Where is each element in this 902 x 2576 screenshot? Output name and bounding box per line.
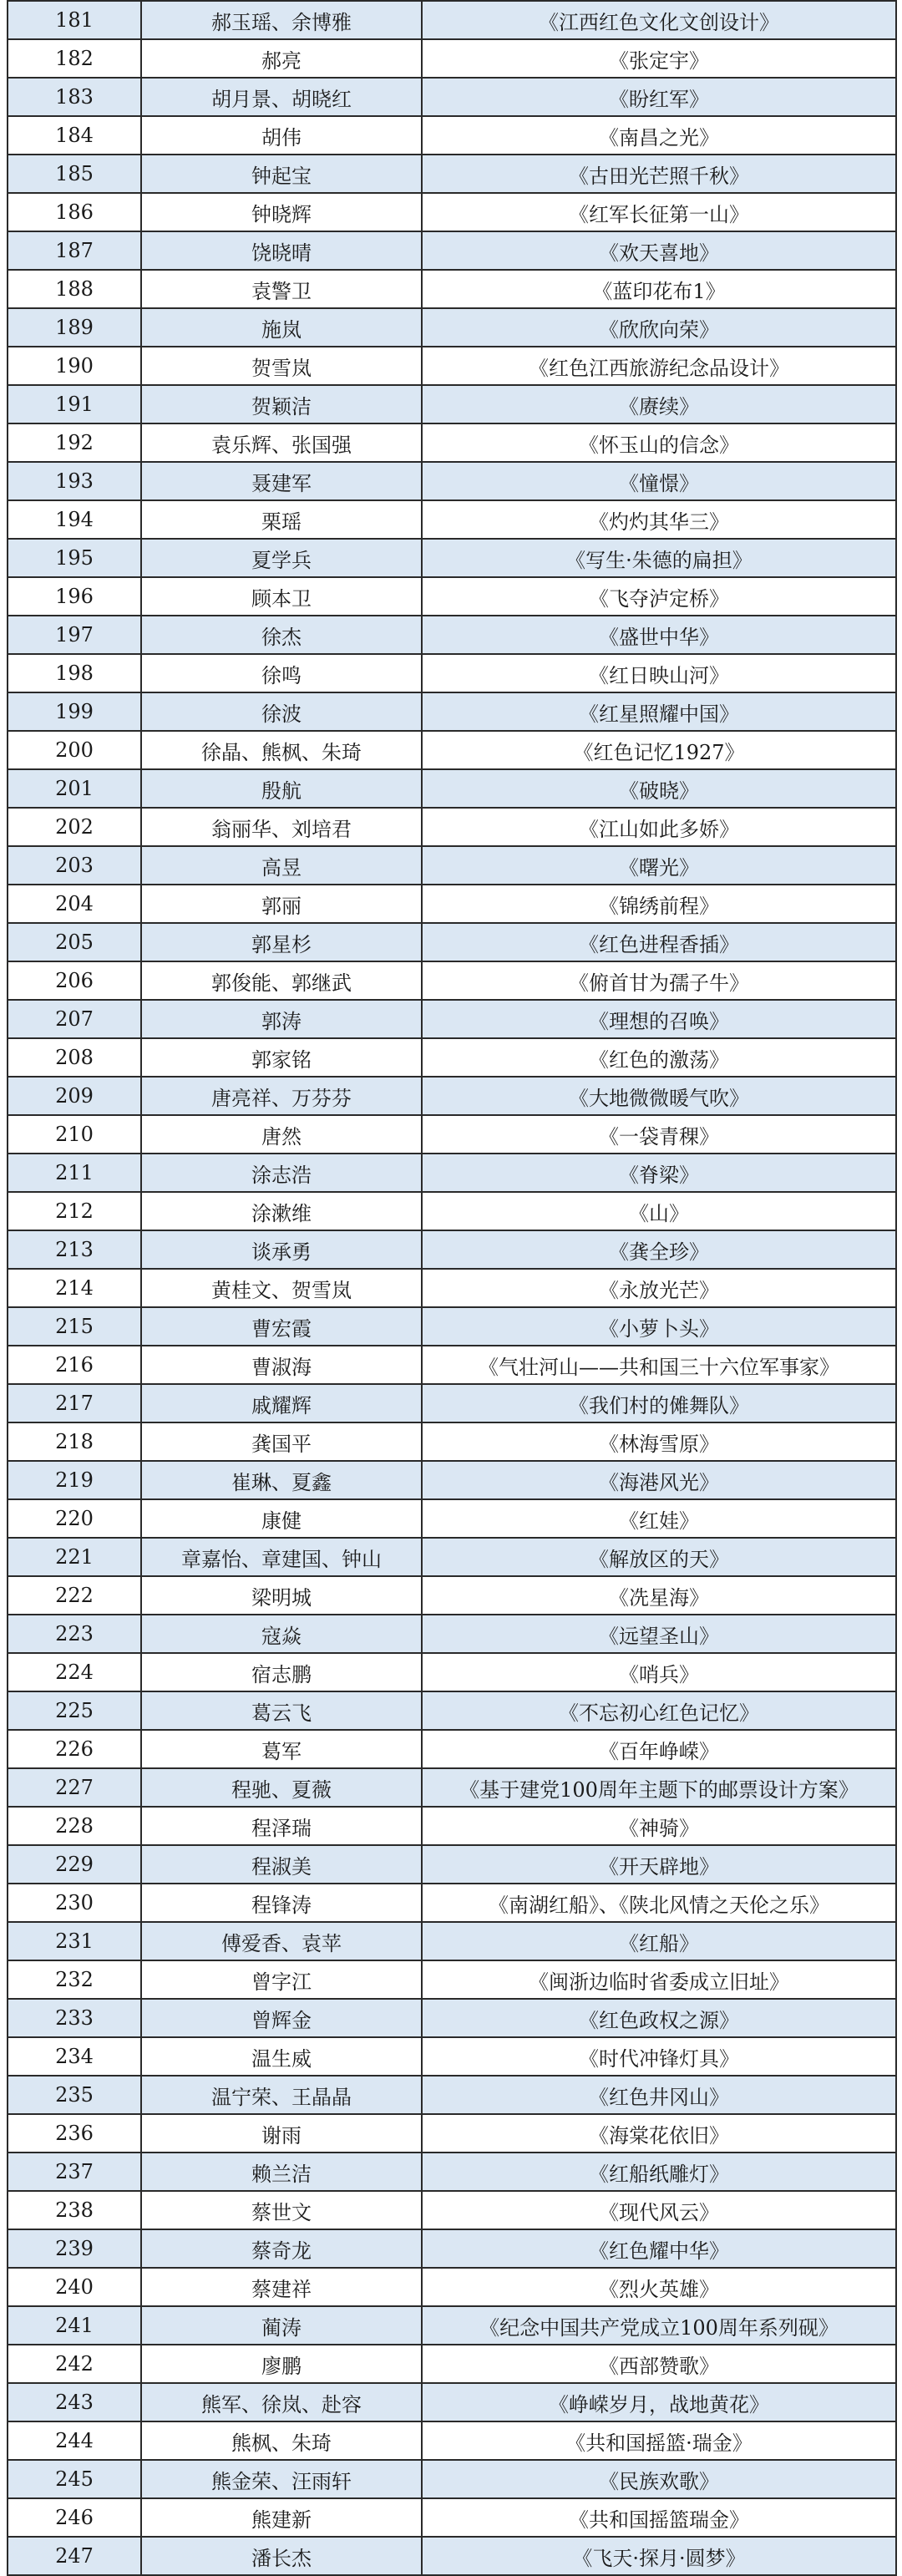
work-title-cell: 《红色进程香插》 — [422, 923, 896, 961]
work-title-cell: 《海港风光》 — [422, 1461, 896, 1499]
author-cell: 涂漱维 — [141, 1192, 422, 1230]
author-cell: 赖兰洁 — [141, 2153, 422, 2191]
author-cell: 顾本卫 — [141, 577, 422, 616]
author-cell: 熊建新 — [141, 2498, 422, 2537]
table-row — [8, 616, 896, 654]
table-row — [8, 923, 896, 961]
author-cell: 葛云飞 — [141, 1691, 422, 1730]
entries-table — [7, 0, 897, 2576]
row-number-cell: 221 — [8, 1538, 141, 1576]
author-cell: 贺颖洁 — [141, 385, 422, 423]
row-number-cell: 208 — [8, 1038, 141, 1077]
table-row — [8, 2114, 896, 2153]
work-title-cell: 《红色耀中华》 — [422, 2229, 896, 2268]
table-row — [8, 2153, 896, 2191]
author-cell: 郝玉瑶、余博雅 — [141, 1, 422, 39]
work-title-cell: 《一袋青稞》 — [422, 1115, 896, 1154]
table-row — [8, 2191, 896, 2229]
author-cell: 熊军、徐岚、赴容 — [141, 2383, 422, 2421]
table-row — [8, 1346, 896, 1384]
table-row — [8, 116, 896, 155]
row-number-cell: 192 — [8, 423, 141, 462]
row-number-cell: 245 — [8, 2460, 141, 2498]
work-title-cell: 《时代冲锋灯具》 — [422, 2037, 896, 2076]
row-number-cell: 187 — [8, 231, 141, 270]
work-title-cell: 《开天辟地》 — [422, 1845, 896, 1884]
table-row — [8, 961, 896, 1000]
table-row — [8, 1730, 896, 1768]
table-row — [8, 500, 896, 539]
row-number-cell: 184 — [8, 116, 141, 155]
row-number-cell: 243 — [8, 2383, 141, 2421]
work-title-cell: 《神骑》 — [422, 1807, 896, 1845]
row-number-cell: 237 — [8, 2153, 141, 2191]
row-number-cell: 219 — [8, 1461, 141, 1499]
author-cell: 曹宏霞 — [141, 1307, 422, 1346]
work-title-cell: 《林海雪原》 — [422, 1422, 896, 1461]
work-title-cell: 《闽浙边临时省委成立旧址》 — [422, 1960, 896, 1999]
work-title-cell: 《灼灼其华三》 — [422, 500, 896, 539]
table-row — [8, 731, 896, 769]
row-number-cell: 199 — [8, 692, 141, 731]
work-title-cell: 《蓝印花布1》 — [422, 270, 896, 308]
row-number-cell: 239 — [8, 2229, 141, 2268]
row-number-cell: 238 — [8, 2191, 141, 2229]
table-row — [8, 1499, 896, 1538]
author-cell: 徐波 — [141, 692, 422, 731]
row-number-cell: 214 — [8, 1269, 141, 1307]
row-number-cell: 212 — [8, 1192, 141, 1230]
author-cell: 谢雨 — [141, 2114, 422, 2153]
row-number-cell: 223 — [8, 1615, 141, 1653]
work-title-cell: 《西部赞歌》 — [422, 2345, 896, 2383]
table-row — [8, 78, 896, 116]
author-cell: 廖鹏 — [141, 2345, 422, 2383]
work-title-cell: 《红日映山河》 — [422, 654, 896, 692]
author-cell: 翁丽华、刘培君 — [141, 808, 422, 846]
work-title-cell: 《山》 — [422, 1192, 896, 1230]
author-cell: 钟晓辉 — [141, 193, 422, 231]
row-number-cell: 197 — [8, 616, 141, 654]
table-row — [8, 808, 896, 846]
row-number-cell: 191 — [8, 385, 141, 423]
table-row — [8, 347, 896, 385]
work-title-cell: 《红色井冈山》 — [422, 2076, 896, 2114]
row-number-cell: 230 — [8, 1884, 141, 1922]
author-cell: 胡月景、胡晓红 — [141, 78, 422, 116]
table-row — [8, 1999, 896, 2037]
row-number-cell: 232 — [8, 1960, 141, 1999]
work-title-cell: 《张定宇》 — [422, 39, 896, 78]
author-cell: 宿志鹏 — [141, 1653, 422, 1691]
author-cell: 程泽瑞 — [141, 1807, 422, 1845]
work-title-cell: 《小萝卜头》 — [422, 1307, 896, 1346]
table-row — [8, 231, 896, 270]
work-title-cell: 《基于建党100周年主题下的邮票设计方案》 — [422, 1768, 896, 1807]
table-row — [8, 539, 896, 577]
work-title-cell: 《盼红军》 — [422, 78, 896, 116]
row-number-cell: 216 — [8, 1346, 141, 1384]
author-cell: 程锋涛 — [141, 1884, 422, 1922]
author-cell: 蔺涛 — [141, 2306, 422, 2345]
row-number-cell: 217 — [8, 1384, 141, 1422]
table-row — [8, 577, 896, 616]
row-number-cell: 206 — [8, 961, 141, 1000]
table-row — [8, 1, 896, 39]
table-row — [8, 270, 896, 308]
work-title-cell: 《红船纸雕灯》 — [422, 2153, 896, 2191]
author-cell: 寇焱 — [141, 1615, 422, 1653]
table-row — [8, 1038, 896, 1077]
author-cell: 曾字江 — [141, 1960, 422, 1999]
entries-table-body — [8, 1, 896, 2575]
row-number-cell: 227 — [8, 1768, 141, 1807]
table-row — [8, 654, 896, 692]
work-title-cell: 《红军长征第一山》 — [422, 193, 896, 231]
author-cell: 章嘉怡、章建国、钟山 — [141, 1538, 422, 1576]
row-number-cell: 202 — [8, 808, 141, 846]
row-number-cell: 233 — [8, 1999, 141, 2037]
work-title-cell: 《理想的召唤》 — [422, 1000, 896, 1038]
author-cell: 熊金荣、汪雨轩 — [141, 2460, 422, 2498]
work-title-cell: 《气壮河山——共和国三十六位军事家》 — [422, 1346, 896, 1384]
row-number-cell: 193 — [8, 462, 141, 500]
table-row — [8, 1653, 896, 1691]
author-cell: 夏学兵 — [141, 539, 422, 577]
row-number-cell: 182 — [8, 39, 141, 78]
author-cell: 唐亮祥、万芬芬 — [141, 1077, 422, 1115]
row-number-cell: 194 — [8, 500, 141, 539]
author-cell: 涂志浩 — [141, 1154, 422, 1192]
work-title-cell: 《现代风云》 — [422, 2191, 896, 2229]
author-cell: 康健 — [141, 1499, 422, 1538]
author-cell: 梁明城 — [141, 1576, 422, 1615]
work-title-cell: 《纪念中国共产党成立100周年系列砚》 — [422, 2306, 896, 2345]
row-number-cell: 189 — [8, 308, 141, 347]
author-cell: 程淑美 — [141, 1845, 422, 1884]
table-row — [8, 2268, 896, 2306]
row-number-cell: 188 — [8, 270, 141, 308]
author-cell: 饶晓晴 — [141, 231, 422, 270]
work-title-cell: 《永放光芒》 — [422, 1269, 896, 1307]
table-row — [8, 1307, 896, 1346]
row-number-cell: 244 — [8, 2421, 141, 2460]
work-title-cell: 《脊梁》 — [422, 1154, 896, 1192]
row-number-cell: 240 — [8, 2268, 141, 2306]
author-cell: 蔡世文 — [141, 2191, 422, 2229]
work-title-cell: 《红娃》 — [422, 1499, 896, 1538]
row-number-cell: 234 — [8, 2037, 141, 2076]
table-row — [8, 1000, 896, 1038]
row-number-cell: 183 — [8, 78, 141, 116]
row-number-cell: 186 — [8, 193, 141, 231]
author-cell: 郭俊能、郭继武 — [141, 961, 422, 1000]
table-row — [8, 2537, 896, 2575]
row-number-cell: 229 — [8, 1845, 141, 1884]
row-number-cell: 200 — [8, 731, 141, 769]
work-title-cell: 《飞天·探月·圆梦》 — [422, 2537, 896, 2575]
work-title-cell: 《俯首甘为孺子牛》 — [422, 961, 896, 1000]
table-row — [8, 1269, 896, 1307]
work-title-cell: 《欣欣向荣》 — [422, 308, 896, 347]
author-cell: 郭星杉 — [141, 923, 422, 961]
table-row — [8, 385, 896, 423]
work-title-cell: 《百年峥嵘》 — [422, 1730, 896, 1768]
row-number-cell: 207 — [8, 1000, 141, 1038]
table-row — [8, 1845, 896, 1884]
table-row — [8, 846, 896, 885]
table-row — [8, 1538, 896, 1576]
work-title-cell: 《哨兵》 — [422, 1653, 896, 1691]
work-title-cell: 《南湖红船》、《陕北风情之天伦之乐》 — [422, 1884, 896, 1922]
author-cell: 郭涛 — [141, 1000, 422, 1038]
author-cell: 袁乐辉、张国强 — [141, 423, 422, 462]
table-row — [8, 1230, 896, 1269]
author-cell: 龚国平 — [141, 1422, 422, 1461]
work-title-cell: 《欢天喜地》 — [422, 231, 896, 270]
table-row — [8, 1192, 896, 1230]
row-number-cell: 210 — [8, 1115, 141, 1154]
row-number-cell: 226 — [8, 1730, 141, 1768]
table-row — [8, 769, 896, 808]
table-row — [8, 1960, 896, 1999]
table-row — [8, 193, 896, 231]
row-number-cell: 205 — [8, 923, 141, 961]
row-number-cell: 228 — [8, 1807, 141, 1845]
work-title-cell: 《峥嵘岁月，战地黄花》 — [422, 2383, 896, 2421]
entries-table-container — [7, 0, 895, 2576]
row-number-cell: 241 — [8, 2306, 141, 2345]
row-number-cell: 190 — [8, 347, 141, 385]
author-cell: 高昱 — [141, 846, 422, 885]
row-number-cell: 218 — [8, 1422, 141, 1461]
author-cell: 徐晶、熊枫、朱琦 — [141, 731, 422, 769]
table-row — [8, 155, 896, 193]
author-cell: 温宁荣、王晶晶 — [141, 2076, 422, 2114]
row-number-cell: 201 — [8, 769, 141, 808]
table-row — [8, 2306, 896, 2345]
work-title-cell: 《红色政权之源》 — [422, 1999, 896, 2037]
row-number-cell: 195 — [8, 539, 141, 577]
row-number-cell: 196 — [8, 577, 141, 616]
row-number-cell: 181 — [8, 1, 141, 39]
work-title-cell: 《烈火英雄》 — [422, 2268, 896, 2306]
work-title-cell: 《曙光》 — [422, 846, 896, 885]
work-title-cell: 《红色记忆1927》 — [422, 731, 896, 769]
table-row — [8, 2460, 896, 2498]
work-title-cell: 《我们村的傩舞队》 — [422, 1384, 896, 1422]
row-number-cell: 213 — [8, 1230, 141, 1269]
work-title-cell: 《海棠花依旧》 — [422, 2114, 896, 2153]
table-row — [8, 1807, 896, 1845]
table-row — [8, 885, 896, 923]
work-title-cell: 《破晓》 — [422, 769, 896, 808]
table-row — [8, 423, 896, 462]
table-row — [8, 2345, 896, 2383]
table-row — [8, 692, 896, 731]
table-row — [8, 462, 896, 500]
work-title-cell: 《写生·朱德的扁担》 — [422, 539, 896, 577]
work-title-cell: 《盛世中华》 — [422, 616, 896, 654]
table-row — [8, 1768, 896, 1807]
work-title-cell: 《江西红色文化文创设计》 — [422, 1, 896, 39]
author-cell: 袁警卫 — [141, 270, 422, 308]
row-number-cell: 185 — [8, 155, 141, 193]
author-cell: 蔡建祥 — [141, 2268, 422, 2306]
work-title-cell: 《飞夺泸定桥》 — [422, 577, 896, 616]
work-title-cell: 《红船》 — [422, 1922, 896, 1960]
row-number-cell: 224 — [8, 1653, 141, 1691]
author-cell: 殷航 — [141, 769, 422, 808]
author-cell: 傅爱香、袁苹 — [141, 1922, 422, 1960]
work-title-cell: 《远望圣山》 — [422, 1615, 896, 1653]
table-row — [8, 2037, 896, 2076]
work-title-cell: 《锦绣前程》 — [422, 885, 896, 923]
work-title-cell: 《古田光芒照千秋》 — [422, 155, 896, 193]
author-cell: 戚耀辉 — [141, 1384, 422, 1422]
work-title-cell: 《大地微微暖气吹》 — [422, 1077, 896, 1115]
work-title-cell: 《憧憬》 — [422, 462, 896, 500]
table-row — [8, 1691, 896, 1730]
row-number-cell: 220 — [8, 1499, 141, 1538]
row-number-cell: 204 — [8, 885, 141, 923]
row-number-cell: 231 — [8, 1922, 141, 1960]
work-title-cell: 《红色江西旅游纪念品设计》 — [422, 347, 896, 385]
table-row — [8, 1461, 896, 1499]
row-number-cell: 198 — [8, 654, 141, 692]
author-cell: 熊枫、朱琦 — [141, 2421, 422, 2460]
row-number-cell: 209 — [8, 1077, 141, 1115]
work-title-cell: 《红星照耀中国》 — [422, 692, 896, 731]
author-cell: 温生威 — [141, 2037, 422, 2076]
work-title-cell: 《怀玉山的信念》 — [422, 423, 896, 462]
table-row — [8, 2421, 896, 2460]
author-cell: 郭丽 — [141, 885, 422, 923]
work-title-cell: 《共和国摇篮瑞金》 — [422, 2498, 896, 2537]
table-row — [8, 2383, 896, 2421]
row-number-cell: 242 — [8, 2345, 141, 2383]
table-row — [8, 1115, 896, 1154]
table-row — [8, 2229, 896, 2268]
row-number-cell: 211 — [8, 1154, 141, 1192]
row-number-cell: 236 — [8, 2114, 141, 2153]
row-number-cell: 222 — [8, 1576, 141, 1615]
author-cell: 徐鸣 — [141, 654, 422, 692]
work-title-cell: 《解放区的天》 — [422, 1538, 896, 1576]
work-title-cell: 《江山如此多娇》 — [422, 808, 896, 846]
table-row — [8, 1077, 896, 1115]
author-cell: 唐然 — [141, 1115, 422, 1154]
row-number-cell: 203 — [8, 846, 141, 885]
work-title-cell: 《南昌之光》 — [422, 116, 896, 155]
table-row — [8, 308, 896, 347]
table-row — [8, 1422, 896, 1461]
work-title-cell: 《赓续》 — [422, 385, 896, 423]
author-cell: 郝亮 — [141, 39, 422, 78]
table-row — [8, 1615, 896, 1653]
row-number-cell: 247 — [8, 2537, 141, 2575]
work-title-cell: 《民族欢歌》 — [422, 2460, 896, 2498]
author-cell: 蔡奇龙 — [141, 2229, 422, 2268]
author-cell: 葛军 — [141, 1730, 422, 1768]
row-number-cell: 225 — [8, 1691, 141, 1730]
work-title-cell: 《龚全珍》 — [422, 1230, 896, 1269]
author-cell: 程驰、夏薇 — [141, 1768, 422, 1807]
table-row — [8, 2076, 896, 2114]
row-number-cell: 235 — [8, 2076, 141, 2114]
author-cell: 黄桂文、贺雪岚 — [141, 1269, 422, 1307]
table-row — [8, 39, 896, 78]
author-cell: 栗瑶 — [141, 500, 422, 539]
author-cell: 郭家铭 — [141, 1038, 422, 1077]
table-row — [8, 1384, 896, 1422]
author-cell: 钟起宝 — [141, 155, 422, 193]
table-row — [8, 1884, 896, 1922]
author-cell: 徐杰 — [141, 616, 422, 654]
author-cell: 施岚 — [141, 308, 422, 347]
work-title-cell: 《冼星海》 — [422, 1576, 896, 1615]
author-cell: 曹淑海 — [141, 1346, 422, 1384]
author-cell: 贺雪岚 — [141, 347, 422, 385]
author-cell: 胡伟 — [141, 116, 422, 155]
table-row — [8, 1922, 896, 1960]
row-number-cell: 215 — [8, 1307, 141, 1346]
author-cell: 潘长杰 — [141, 2537, 422, 2575]
table-row — [8, 1576, 896, 1615]
table-row — [8, 2498, 896, 2537]
work-title-cell: 《红色的激荡》 — [422, 1038, 896, 1077]
work-title-cell: 《不忘初心红色记忆》 — [422, 1691, 896, 1730]
author-cell: 谈承勇 — [141, 1230, 422, 1269]
author-cell: 曾辉金 — [141, 1999, 422, 2037]
author-cell: 崔琳、夏鑫 — [141, 1461, 422, 1499]
row-number-cell: 246 — [8, 2498, 141, 2537]
work-title-cell: 《共和国摇篮·瑞金》 — [422, 2421, 896, 2460]
table-row — [8, 1154, 896, 1192]
author-cell: 聂建军 — [141, 462, 422, 500]
